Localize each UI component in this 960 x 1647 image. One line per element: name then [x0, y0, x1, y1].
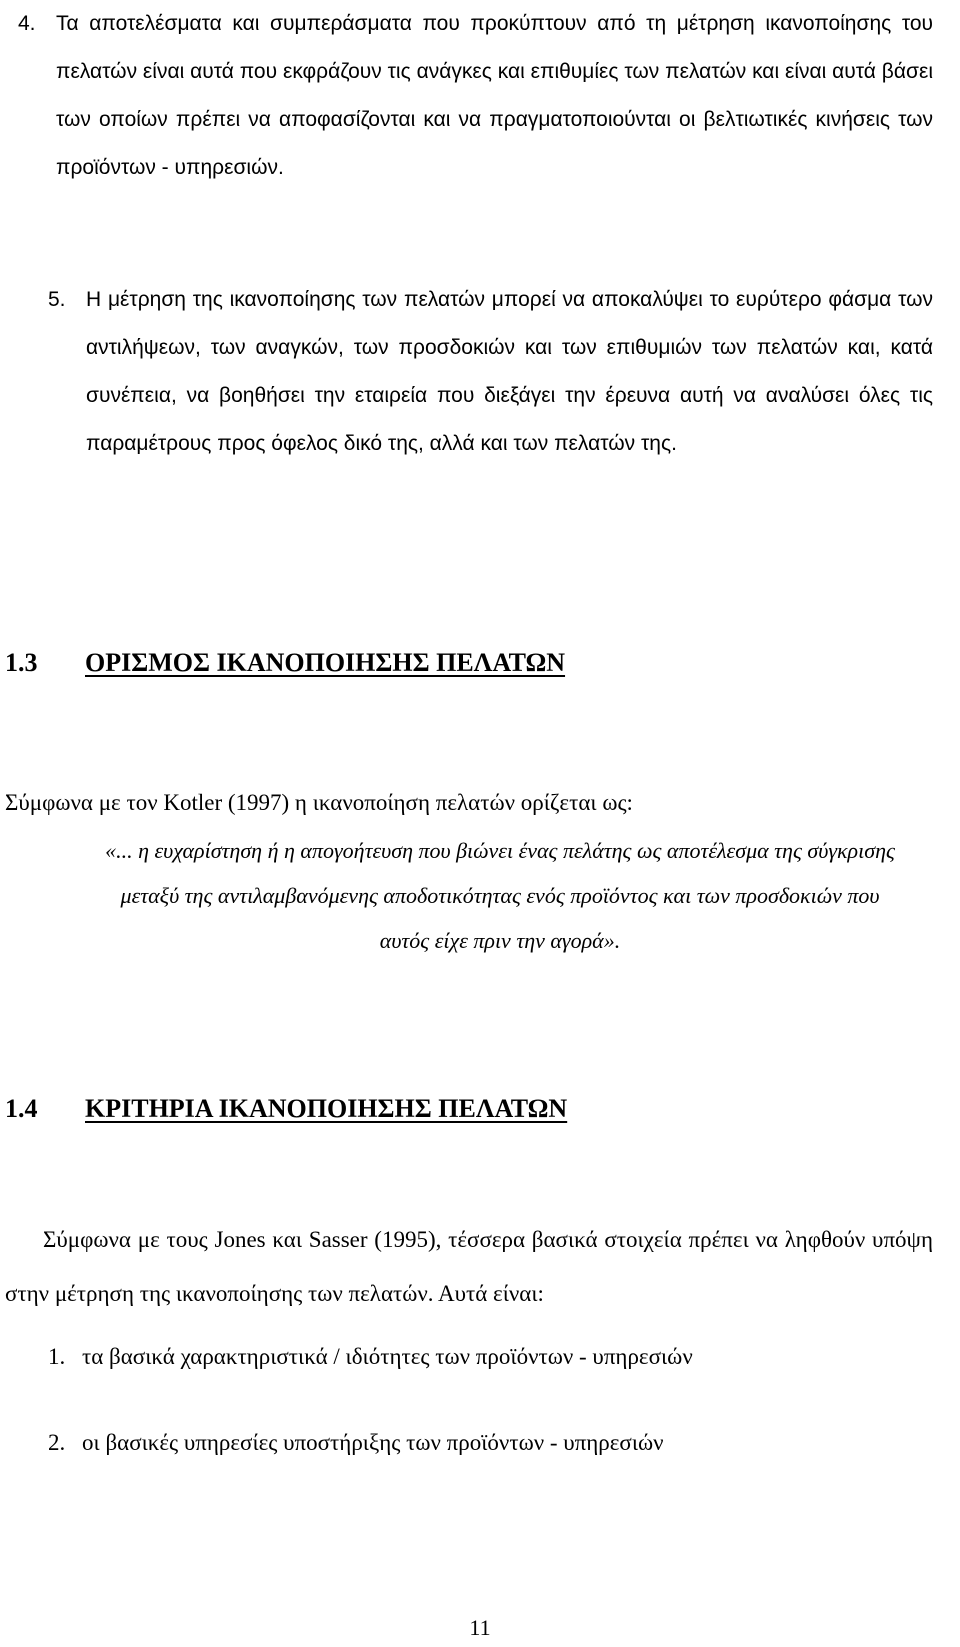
criteria-number: 2. — [48, 1430, 66, 1455]
criteria-text: τα βασικά χαρακτηριστικά / ιδιότητες των προϊόντων - υπηρεσιών — [82, 1344, 693, 1369]
kotler-definition-quote: «... η ευχαρίστηση ή η απογοήτευση που βιώνει ένας πελάτης ως αποτέλεσμα της σύγκρισης μεταξύ της αντιλαμβανόμενης αποδοτικότητας ενός προϊόντος και των προσδοκιών που αυτός είχε πριν την αγορά». — [105, 838, 895, 953]
section-heading-1-4 — [5, 1094, 567, 1124]
criteria-number: 1. — [48, 1344, 66, 1369]
list-item-number: 5. — [48, 288, 66, 311]
section-number: 1.3 — [5, 648, 38, 677]
page-number: 11 — [469, 1615, 491, 1640]
section-title: ΚΡΙΤΗΡΙΑ ΙΚΑΝΟΠΟΙΗΣΗΣ ΠΕΛΑΤΩΝ — [85, 1094, 568, 1123]
list-item-5 — [48, 276, 933, 468]
criteria-item-2 — [48, 1430, 664, 1456]
list-item-number: 4. — [18, 12, 36, 35]
kotler-intro-paragraph: Σύμφωνα με τον Kotler (1997) η ικανοποίηση πελατών ορίζεται ως: — [5, 790, 633, 815]
list-item-text: Η μέτρηση της ικανοποίησης των πελατών μπορεί να αποκαλύψει το ευρύτερο φάσμα των αντιλήψεων, των αναγκών, των προσδοκιών και των επιθυμιών των πελατών και, κατά συνέπεια, να βοηθήσει την εταιρεία που διεξάγει την έρευνα αυτή να αναλύσει όλες τις παραμέτρους προς όφελος δικό της, αλλά και των πελατών της. — [86, 288, 933, 455]
jones-sasser-paragraph: Σύμφωνα με τους Jones και Sasser (1995), τέσσερα βασικά στοιχεία πρέπει να ληφθούν υπόψη στην μέτρηση της ικανοποίησης των πελατών. Αυτά είναι: — [5, 1227, 933, 1306]
section-heading-1-3 — [5, 648, 565, 678]
section-number: 1.4 — [5, 1094, 38, 1123]
list-item-text: Τα αποτελέσματα και συμπεράσματα που προκύπτουν από τη μέτρηση ικανοποίησης του πελατών είναι αυτά που εκφράζουν τις ανάγκες και επιθυμίες των πελατών και είναι αυτά βάσει των οποίων πρέπει να αποφασίζονται και να πραγματοποιούνται οι βελτιωτικές κινήσεις των προϊόντων - υπηρεσιών. — [56, 12, 933, 179]
section-title: ΟΡΙΣΜΟΣ ΙΚΑΝΟΠΟΙΗΣΗΣ ΠΕΛΑΤΩΝ — [85, 648, 566, 677]
list-item-4 — [18, 0, 933, 192]
criteria-item-1 — [48, 1344, 693, 1370]
criteria-text: οι βασικές υπηρεσίες υποστήριξης των προϊόντων - υπηρεσιών — [82, 1430, 664, 1455]
